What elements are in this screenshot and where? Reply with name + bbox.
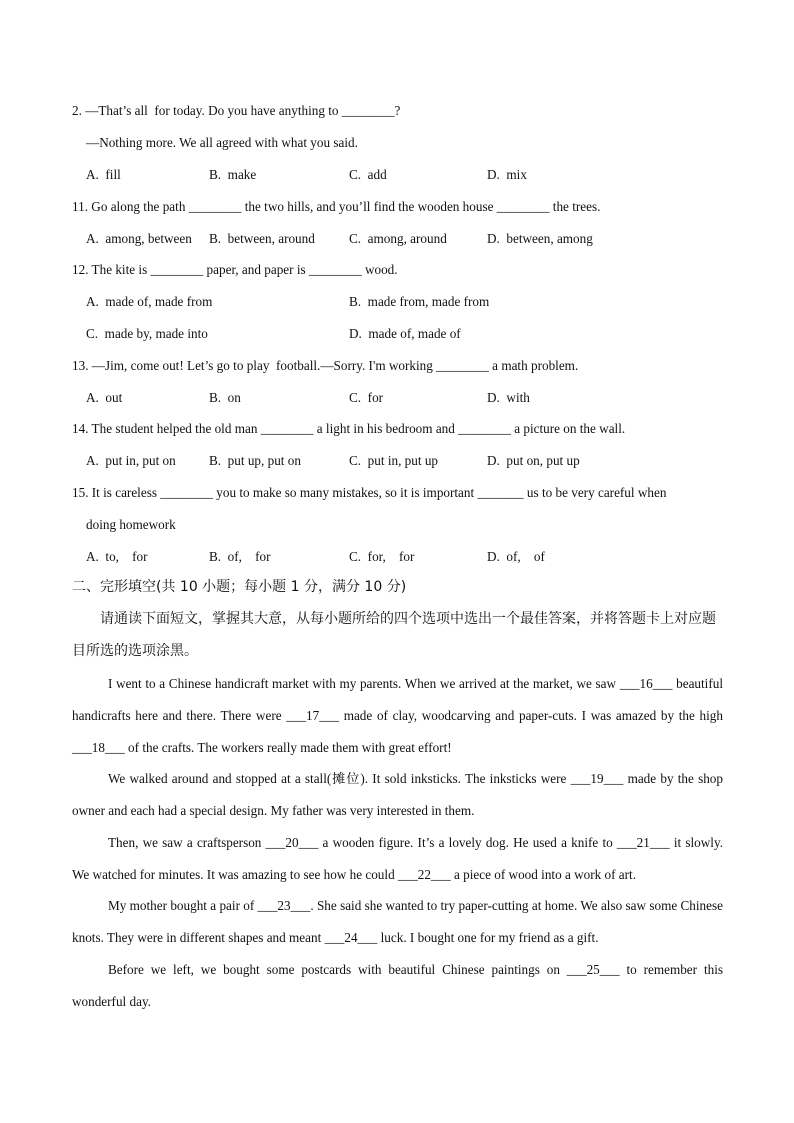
option-d: D. put on, put up xyxy=(487,453,580,468)
option-d: D. of, of xyxy=(487,549,545,564)
option-b: B. between, around xyxy=(209,231,315,246)
section-heading: 二、完形填空(共 10 小题；每小题 1 分，满分 10 分) xyxy=(72,579,407,595)
option-d: D. with xyxy=(487,390,530,405)
option-d: D. mix xyxy=(487,167,527,182)
option-c: C. for xyxy=(349,390,384,405)
question-15-stem-continued: doing homework xyxy=(86,517,176,532)
option-c: C. made by, made into xyxy=(86,326,208,341)
option-d: D. made of, made of xyxy=(349,326,461,341)
question-2-reply: —Nothing more. We all agreed with what you said. xyxy=(86,135,358,150)
option-c: C. for, for xyxy=(349,549,415,564)
option-b: B. make xyxy=(209,167,257,182)
option-c: C. add xyxy=(349,167,387,182)
passage-paragraph: Then, we saw a craftsperson ___20___ a wooden figure. It’s a lovely dog. He used a knife to ___21___ it slowly. We watched for minutes. It was amazing to see how he could ___22___ a piece of wood into a work of art. xyxy=(72,835,723,882)
passage-paragraph: Before we left, we bought some postcards with beautiful Chinese paintings on ___25___ to remember this wonderful day. xyxy=(72,962,723,1009)
option-b: B. on xyxy=(209,390,241,405)
option-a: A. among, between xyxy=(86,231,192,246)
option-b: B. of, for xyxy=(209,549,271,564)
option-d: D. between, among xyxy=(487,231,593,246)
passage-paragraph: I went to a Chinese handicraft market with my parents. When we arrived at the market, we saw ___16___ beautiful handicrafts here and there. There were ___17___ made of clay, woodcarving and paper-cuts. I was amazed by the high ___18___ of the crafts. The workers really made them with great effort! xyxy=(72,676,723,755)
passage-paragraph: We walked around and stopped at a stall(摊位). It sold inksticks. The inksticks were ___19___ made by the shop owner and each had a special design. My father was very interested in them. xyxy=(72,771,723,818)
question-13-stem: 13. —Jim, come out! Let’s go to play football.—Sorry. I'm working ________ a math problem. xyxy=(72,358,579,373)
question-15-stem: 15. It is careless ________ you to make so many mistakes, so it is important _______ us to be very careful when xyxy=(72,485,667,500)
option-a: A. to, for xyxy=(86,549,148,564)
option-c: C. put in, put up xyxy=(349,453,439,468)
option-b: B. put up, put on xyxy=(209,453,301,468)
section-instruction-continued: 目所选的选项涂黑。 xyxy=(72,643,198,659)
section-instruction: 请通读下面短文，掌握其大意，从每小题所给的四个选项中选出一个最佳答案，并将答题卡上对应题 xyxy=(100,611,716,627)
option-a: A. out xyxy=(86,390,123,405)
option-a: A. fill xyxy=(86,167,121,182)
question-12-stem: 12. The kite is ________ paper, and paper is ________ wood. xyxy=(72,262,398,277)
question-2-stem: 2. —That’s all for today. Do you have anything to ________? xyxy=(72,103,401,118)
question-11-stem: 11. Go along the path ________ the two hills, and you’ll find the wooden house ________ the trees. xyxy=(72,199,601,214)
option-b: B. made from, made from xyxy=(349,294,490,309)
passage-paragraph: My mother bought a pair of ___23___. She said she wanted to try paper-cutting at home. We also saw some Chinese knots. They were in different shapes and meant ___24___ luck. I bought one for my friend as a gift. xyxy=(72,898,723,945)
question-14-stem: 14. The student helped the old man ________ a light in his bedroom and ________ a picture on the wall. xyxy=(72,421,626,436)
option-a: A. put in, put on xyxy=(86,453,176,468)
option-a: A. made of, made from xyxy=(86,294,213,309)
option-c: C. among, around xyxy=(349,231,447,246)
